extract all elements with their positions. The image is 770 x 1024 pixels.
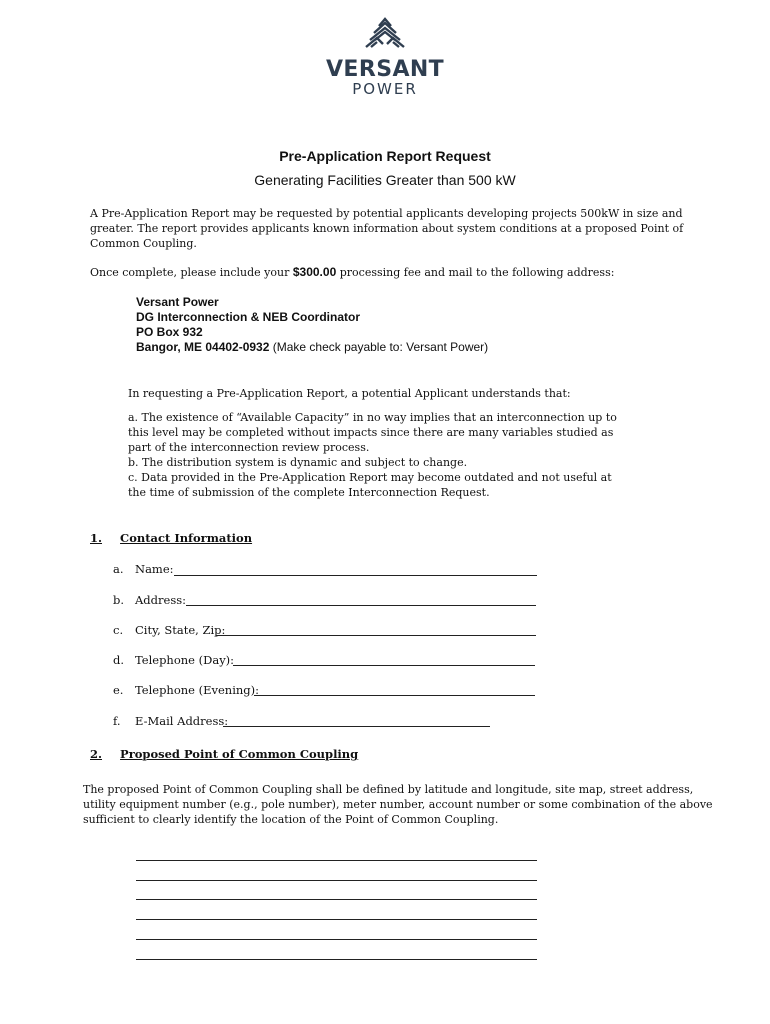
address-input-line[interactable]: [186, 605, 536, 606]
versant-power-logo: [326, 16, 444, 100]
field-label: Address:: [135, 593, 187, 607]
pcc-input-line[interactable]: [136, 880, 537, 881]
field-label: City, State, Zip:: [135, 623, 226, 637]
field-letter: a.: [113, 562, 124, 576]
understanding-lead: In requesting a Pre-Application Report, a potential Applicant understands that:: [128, 387, 571, 400]
section-2-description: [83, 782, 723, 827]
pcc-input-line[interactable]: [136, 860, 537, 861]
section-number: 1.: [90, 531, 103, 545]
fee-prefix: Once complete, please include your: [90, 266, 293, 279]
description-line: utility equipment number (e.g., pole number), meter number, account number or some combination of the above: [83, 798, 713, 811]
section-title: Proposed Point of Common Coupling: [120, 747, 359, 761]
description-line: sufficient to clearly identify the location of the Point of Common Coupling.: [83, 813, 499, 826]
fee-amount: $300.00: [292, 265, 337, 279]
telephone-evening-input-line[interactable]: [254, 695, 535, 696]
email-input-line[interactable]: [223, 726, 490, 727]
understanding-line: this level may be completed without impacts since there are many variables studied as: [128, 426, 614, 439]
field-letter: d.: [113, 653, 125, 667]
intro-line: greater. The report provides applicants known information about system conditions at a proposed Point of: [90, 222, 684, 235]
intro-line: Common Coupling.: [90, 237, 197, 250]
section-number: 2.: [90, 747, 103, 761]
field-label: Name:: [135, 562, 174, 576]
understanding-line: a. The existence of “Available Capacity” in no way implies that an interconnection up to: [128, 411, 617, 424]
section-2-heading: [90, 747, 358, 761]
field-letter: c.: [113, 623, 124, 637]
field-label: Telephone (Evening):: [135, 683, 260, 697]
mailing-address: [136, 295, 488, 355]
pcc-input-line[interactable]: [136, 939, 537, 940]
fee-suffix: processing fee and mail to the following address:: [336, 266, 615, 279]
name-input-line[interactable]: [174, 575, 537, 576]
understanding-line: part of the interconnection review process.: [128, 441, 370, 454]
field-label: Telephone (Day):: [135, 653, 235, 667]
fee-paragraph: [90, 265, 710, 280]
pcc-input-line[interactable]: [136, 899, 537, 900]
address-line-1: Versant Power: [136, 295, 219, 309]
field-letter: f.: [113, 714, 121, 728]
understanding-line: c. Data provided in the Pre-Application Report may become outdated and not useful at: [128, 471, 612, 484]
city-state-zip-input-line[interactable]: [216, 635, 536, 636]
logo-wordmark: VERSANT: [326, 57, 445, 82]
address-line-4: Bangor, ME 04402-0932: [136, 340, 270, 354]
field-letter: e.: [113, 683, 124, 697]
understanding-list: [128, 410, 688, 500]
field-label: E-Mail Address:: [135, 714, 229, 728]
address-line-3: PO Box 932: [136, 325, 203, 339]
mountain-icon: [362, 16, 408, 56]
description-line: The proposed Point of Common Coupling shall be defined by latitude and longitude, site map, street address,: [83, 783, 694, 796]
pcc-input-line[interactable]: [136, 919, 537, 920]
section-title: Contact Information: [120, 531, 253, 545]
understanding-line: the time of submission of the complete Interconnection Request.: [128, 486, 490, 499]
intro-line: A Pre-Application Report may be requested by potential applicants developing projects 500kW in size and: [90, 207, 683, 220]
telephone-day-input-line[interactable]: [233, 665, 535, 666]
understanding-line: b. The distribution system is dynamic and subject to change.: [128, 456, 468, 469]
page-title: Pre-Application Report Request: [279, 148, 491, 164]
page-subtitle: Generating Facilities Greater than 500 kW: [254, 172, 516, 188]
section-1-heading: [90, 531, 252, 545]
logo-subtitle: POWER: [352, 80, 418, 98]
pcc-input-line[interactable]: [136, 959, 537, 960]
field-letter: b.: [113, 593, 125, 607]
check-payable-note: (Make check payable to: Versant Power): [269, 340, 489, 354]
address-line-2: DG Interconnection & NEB Coordinator: [136, 310, 361, 324]
intro-paragraph: [90, 206, 690, 251]
